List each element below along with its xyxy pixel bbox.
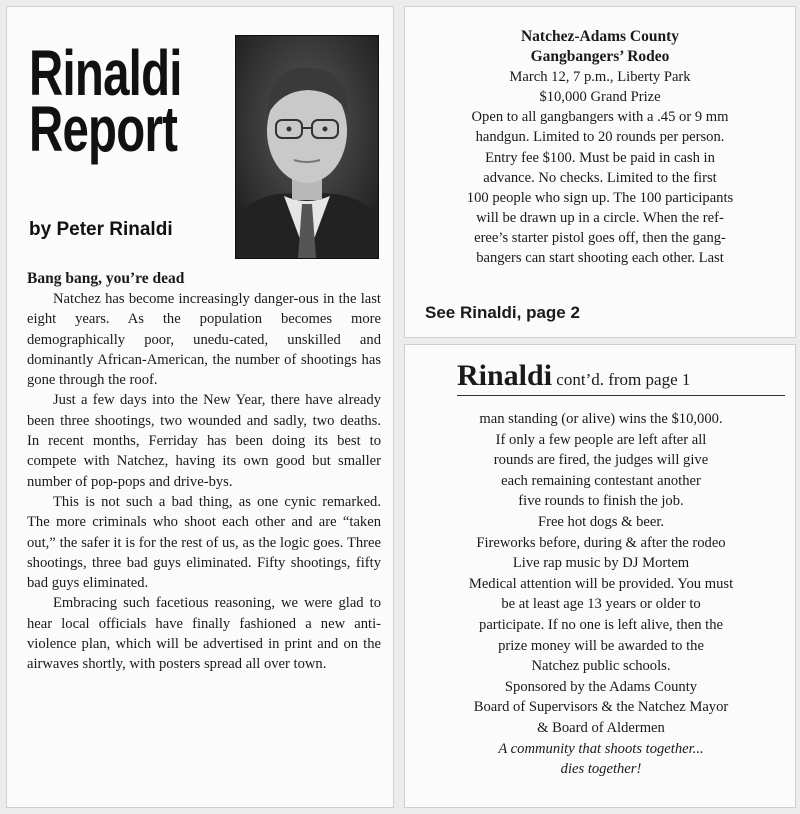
rodeo-line: handgun. Limited to 20 rounds per person. [475,129,725,146]
rodeo-title-line-2: Gangbangers’ Rodeo [530,48,670,66]
continuation-line: each remaining contestant another [501,472,701,489]
article-paragraph-4: Embracing such facetious reasoning, we were glad to hear local officials have finally fashioned a new anti-violence plan, which will be advertised in print and on the airwaves shortly, with posters spread all over town. [27,595,381,673]
rodeo-title-line-1: Natchez-Adams County [520,28,679,45]
continuation-line: be at least age 13 years or older to [501,596,701,613]
continuation-line: participate. If no one is left alive, then the [479,616,723,633]
continuation-line: rounds are fired, the judges will give [493,452,709,469]
column-panel [6,6,394,808]
article [27,269,381,675]
rodeo-panel [404,6,796,338]
rodeo-line: March 12, 7 p.m., Liberty Park [509,69,691,86]
rodeo-line: Entry fee $100. Must be paid in cash in [485,149,715,166]
continuation-line: Sponsored by the Adams County [504,678,698,695]
continuation-line: Fireworks before, during & after the rodeo [476,534,726,551]
masthead [29,37,182,165]
continuation-heading-note: cont’d. from page 1 [552,370,691,389]
rodeo-notice [415,27,785,268]
author-photo [235,35,379,259]
continuation-line: five rounds to finish the job. [518,493,684,510]
rodeo-line: eree’s starter pistol goes off, then the gang- [474,229,726,246]
continuation-line: prize money will be awarded to the [498,637,704,654]
rodeo-line: bangers can start shooting each other. Last [476,250,724,267]
continuation-line: Free hot dogs & beer. [537,513,665,530]
continuation-line: Live rap music by DJ Mortem [512,555,690,572]
rodeo-line: will be drawn up in a circle. When the ref- [476,209,724,226]
rodeo-line: 100 people who sign up. The 100 participants [466,189,734,206]
continuation-line: & Board of Aldermen [537,719,665,736]
rodeo-line: Open to all gangbangers with a .45 or 9 mm [471,109,729,126]
continuation-heading-name: Rinaldi [457,359,553,392]
continuation-line: man standing (or alive) wins the $10,000. [479,411,723,427]
continuation-heading [457,359,785,396]
rodeo-line: advance. No checks. Limited to the first [483,169,717,186]
continuation-body [419,409,783,780]
article-headline: Bang bang, you’re dead [27,270,185,287]
continuation-line: Natchez public schools. [531,658,671,675]
slogan-line-1: A community that shoots together... [498,740,704,757]
article-paragraph-3: This is not such a bad thing, as one cynic remarked. The more criminals who shoot each other and are “taken out,” the safer it is for the rest of us, as the logic goes. Three shootings, three bad guys eliminated. Fifty shootings, fifty bad guys eliminated. [27,493,381,592]
continuation-line: Medical attention will be provided. You must [468,575,734,592]
byline: by Peter Rinaldi [29,219,173,240]
author-portrait-icon [236,36,378,258]
article-paragraph-1: Natchez has become increasingly danger-ous in the last eight years. As the population becomes more demographically poor, unedu-cated, unskilled and dominantly African-American, the number of shootings has gone through the roof. [27,291,381,389]
continuation-panel [404,344,796,808]
jump-line: See Rinaldi, page 2 [425,303,580,322]
article-paragraph-2: Just a few days into the New Year, there have already been three shootings, two wounded and sadly, two deaths. In recent months, Ferriday has been doing its best to compete with Natchez, having its own good but smaller number of pop-pops and drive-bys. [27,392,381,490]
continuation-line: Board of Supervisors & the Natchez Mayor [473,699,729,716]
masthead-line-2: Report [29,93,178,165]
slogan-line-2: dies together! [560,761,642,778]
rodeo-line: $10,000 Grand Prize [539,89,661,106]
masthead-line-1: Rinaldi [29,37,182,109]
continuation-line: If only a few people are left after all [495,431,707,448]
